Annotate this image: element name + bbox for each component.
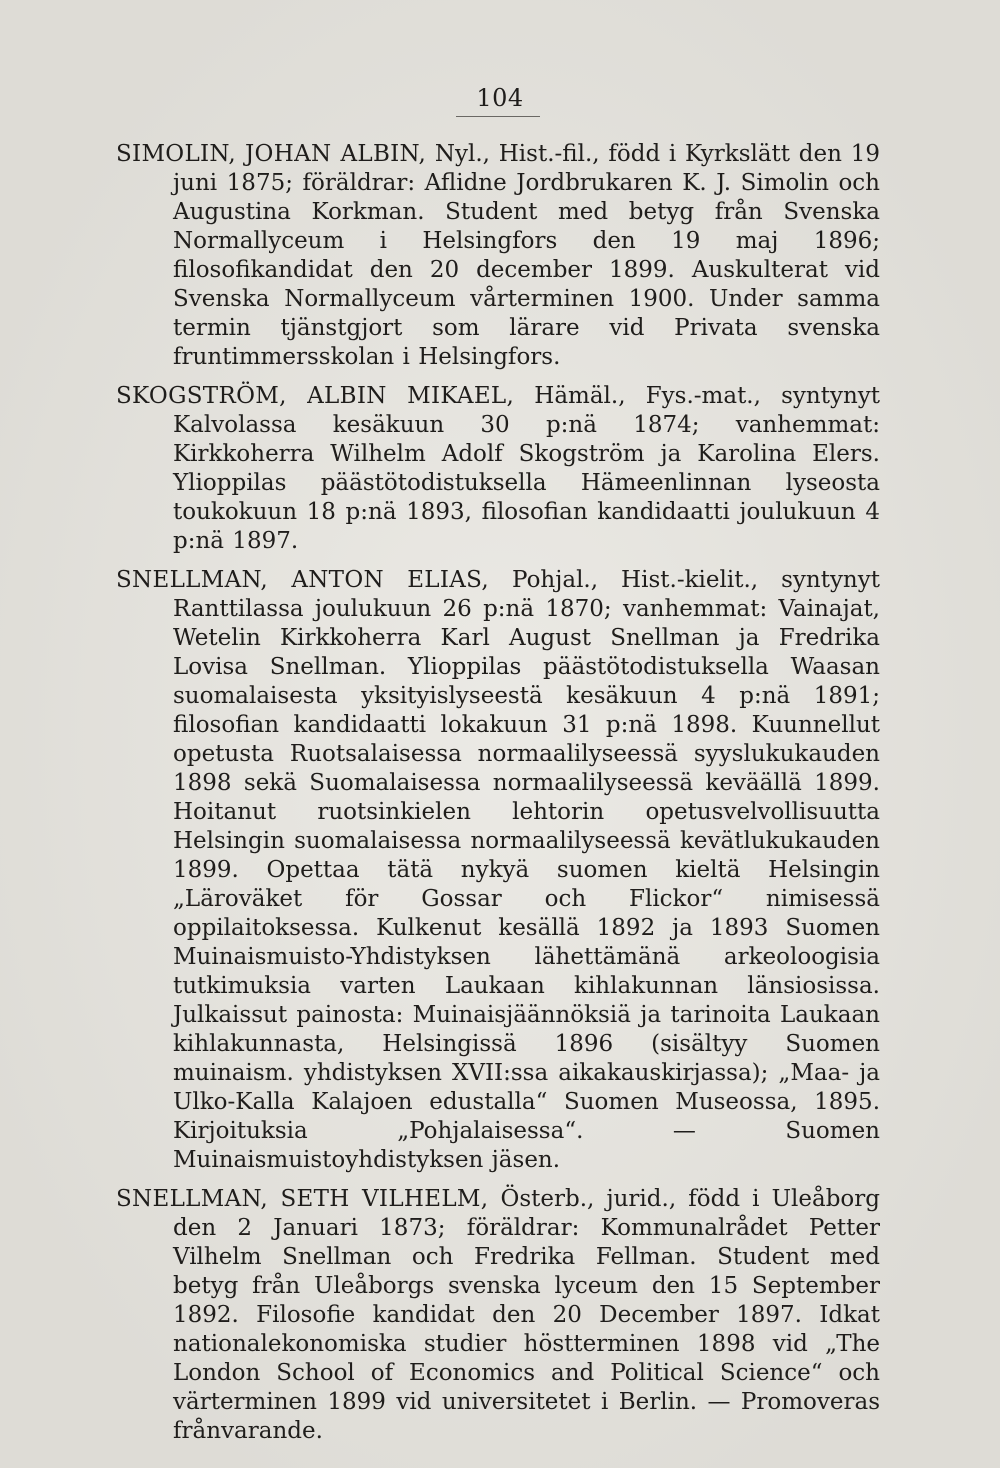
entry-snellman-anton [116, 566, 880, 1175]
biography-entries [116, 140, 880, 1456]
entry-paragraph [116, 140, 880, 372]
entry-text: Hämäl., Fys.-mat., syntynyt Kalvolassa kesäkuun 30 p:nä 1874; vanhemmat: Kirkkoherra Wilhelm Adolf Skogström ja Karolina Elers. Ylioppilas päästötodistuksella Hämeenlinnan lyseosta toukokuun 18 p:nä 1893, filosofian kandidaatti joulukuun 4 p:nä 1897. [173, 383, 880, 554]
entry-paragraph [116, 382, 880, 556]
entry-text: Nyl., Hist.-fil., född i Kyrkslätt den 19 juni 1875; föräldrar: Aflidne Jordbrukaren K. J. Simolin och Augustina Korkman. Student med betyg från Svenska Normallyceum i Helsingfors den 19 maj 1896; filosofikandidat den 20 december 1899. Auskulterat vid Svenska Normallyceum vårterminen 1900. Under samma termin tjänstgjort som lärare vid Privata svenska fruntimmersskolan i Helsingfors. [173, 141, 880, 370]
entry-name: SNELLMAN, ANTON ELIAS, [116, 567, 490, 593]
entry-paragraph [116, 566, 880, 1175]
page-number-rule [456, 116, 540, 117]
entry-name: SNELLMAN, SETH VILHELM, [116, 1186, 489, 1212]
entry-name: SIMOLIN, JOHAN ALBIN, [116, 141, 427, 167]
entry-paragraph [116, 1185, 880, 1446]
entry-skogstrom [116, 382, 880, 556]
entry-text: Pohjal., Hist.-kielit., syntynyt Ranttilassa joulukuun 26 p:nä 1870; vanhemmat: Vainajat, Wetelin Kirkkoherra Karl August Snellman ja Fredrika Lovisa Snellman. Ylioppilas päästötodistuksella Waasan suomalaisesta yksityislyseestä kesäkuun 4 p:nä 1891; filosofian kandidaatti lokakuun 31 p:nä 1898. Kuunnellut opetusta Ruotsalaisessa normaalilyseessä syyslukukauden 1898 sekä Suomalaisessa normaalilyseessä keväällä 1899. Hoitanut ruotsinkielen lehtorin opetusvelvollisuutta Helsingin suomalaisessa normaalilyseessä kevätlukukauden 1899. Opettaa tätä nykyä suomen kieltä Helsingin „Läroväket för Gossar och Flickor“ nimisessä oppilaitoksessa. Kulkenut kesällä 1892 ja 1893 Suomen Muinaismuisto-Yhdistyksen lähettämänä arkeoloogisia tutkimuksia varten Laukaan kihlakunnan länsiosissa. Julkaissut painosta: Muinaisjäännöksiä ja tarinoita Laukaan kihlakunnasta, Helsingissä 1896 (sisältyy Suomen muinaism. yhdistyksen XVII:ssa aikakauskirjassa); „Maa- ja Ulko-Kalla Kalajoen edustalla“ Suomen Museossa, 1895. Kirjoituksia „Pohjalaisessa“. — Suomen Muinaismuistoyhdistyksen jäsen. [173, 567, 880, 1173]
entry-text: Österb., jurid., född i Uleåborg den 2 Januari 1873; föräldrar: Kommunalrådet Petter Vilhelm Snellman och Fredrika Fellman. Student med betyg från Uleåborgs svenska lyceum den 15 September 1892. Filosofie kandidat den 20 December 1897. Idkat nationalekonomiska studier höstterminen 1898 vid „The London School of Economics and Political Science“ och värterminen 1899 vid universitetet i Berlin. — Promoveras frånvarande. [173, 1186, 880, 1444]
entry-simolin [116, 140, 880, 372]
entry-name: SKOGSTRÖM, ALBIN MIKAEL, [116, 383, 515, 409]
entry-snellman-seth [116, 1185, 880, 1446]
page-number: 104 [476, 84, 524, 112]
